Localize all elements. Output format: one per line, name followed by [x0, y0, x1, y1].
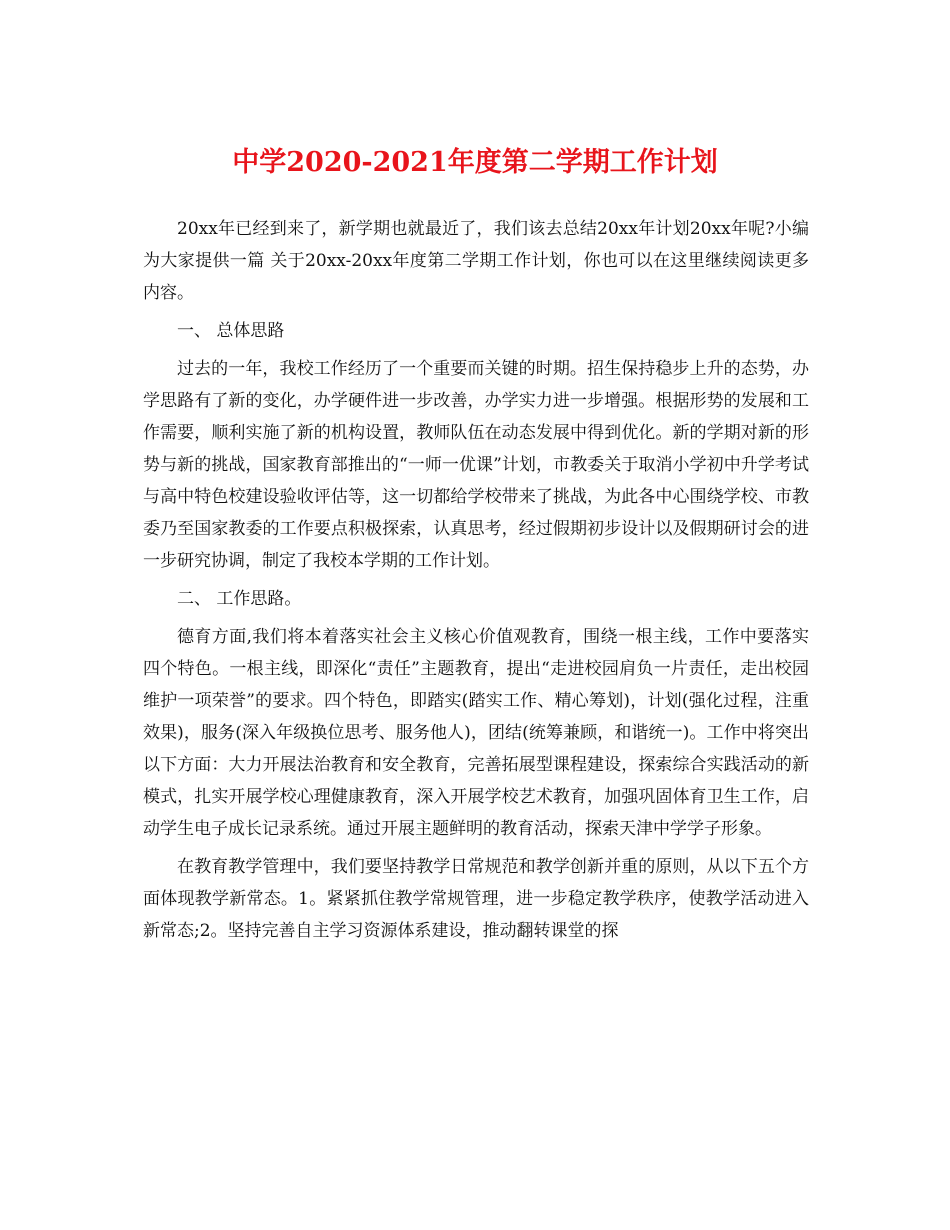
overall-approach-paragraph: 过去的一年，我校工作经历了一个重要而关键的时期。招生保持稳步上升的态势，办学思路有了新的变化，办学硬件进一步改善，办学实力进一步增强。根据形势的发展和工作需要，顺利实施了新的机构设置，教师队伍在动态发展中得到优化。新的学期对新的形势与新的挑战，国家教育部推出的“一师一优课”计划，市教委关于取消小学初中升学考试与高中特色校建设验收评估等，这一切都给学校带来了挑战，为此各中心围绕学校、市教委乃至国家教委的工作要点积极探索，认真思考，经过假期初步设计以及假期研讨会的进一步研究协调，制定了我校本学期的工作计划。 — [143, 359, 809, 571]
section-heading-work-approach: 二、 工作思路。 — [177, 589, 302, 609]
section-heading-overall-approach: 一、 总体思路 — [177, 321, 285, 341]
teaching-management-paragraph: 在教育教学管理中，我们要坚持教学日常规范和教学创新并重的原则，从以下五个方面体现教学新常态。1。紧紧抓住教学常规管理，进一步稳定教学秩序，使教学活动进入新常态;2。坚持完善自主学习资源体系建设，推动翻转课堂的探 — [143, 857, 809, 941]
intro-paragraph: 20xx年已经到来了，新学期也就最近了，我们该去总结20xx年计划20xx年呢?小编为大家提供一篇 关于20xx-20xx年度第二学期工作计划，你也可以在这里继续阅读更多内容。 — [143, 219, 809, 303]
document-body — [143, 213, 809, 953]
document-title: 中学2020-2021年度第二学期工作计划 — [232, 147, 718, 178]
moral-education-paragraph: 德育方面,我们将本着落实社会主义核心价值观教育，围绕一根主线，工作中要落实四个特色。一根主线，即深化“责任”主题教育，提出“走进校园肩负一片责任，走出校园维护一项荣誉”的要求。四个特色，即踏实(踏实工作、精心筹划)，计划(强化过程，注重效果)，服务(深入年级换位思考、服务他人)，团结(统筹兼顾，和谐统一)。工作中将突出以下方面：大力开展法治教育和安全教育，完善拓展型课程建设，探索综合实践活动的新模式，扎实开展学校心理健康教育，深入开展学校艺术教育，加强巩固体育卫生工作，启动学生电子成长记录系统。通过开展主题鲜明的教育活动，探索天津中学学子形象。 — [143, 627, 809, 839]
